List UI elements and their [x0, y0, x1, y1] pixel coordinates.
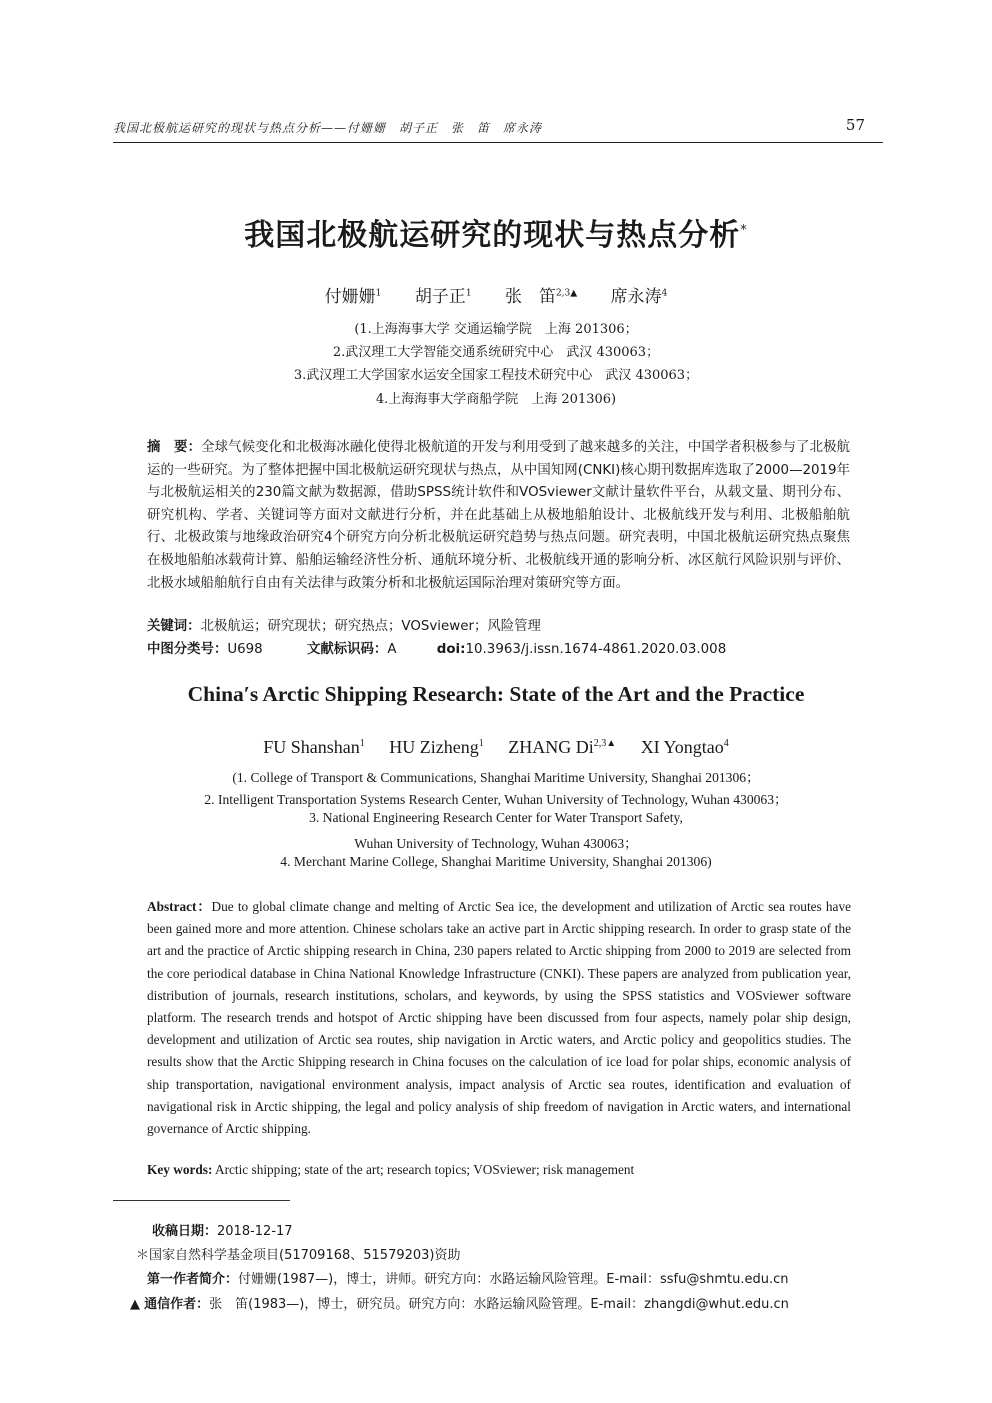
- cn-abstract-text: 全球气候变化和北极海冰融化使得北极航道的开发与利用受到了越来越多的关注，中国学者积极参与了北极航运的一些研究。为了整体把握中国北极航运研究现状与热点，从中国知网(CNKI)核心期刊数据库选取了2000—2019年与北极航运相关的230篇文献为数据源，借助SPSS统计软件和VOSviewer文献计量软件平台，从载文量、期刊分布、研究机构、学者、关键词等方面对文献进行分析，并在此基础上从极地船舶设计、北极航线开发与利用、北极船舶航行、北极政策与地缘政治研究4个研究方向分析北极航运研究趋势与热点问题。研究表明，中国北极航运研究热点聚焦在极地船舶冰载荷计算、船舶运输经济性分析、通航环境分析、北极航线开通的影响分析、冰区航行风险识别与评价、北极水域船舶航行自由有关法律与政策分析和北极航运国际治理对策研究等方面。: [147, 440, 851, 591]
- en-authors: [0, 737, 992, 758]
- en-author: [508, 737, 616, 757]
- en-author-name: HU Zizheng: [389, 737, 479, 757]
- corr-text: 张 笛(1983—)，博士，研究员。研究方向：水路运输风险管理。E-mail：zhangdi@whut.edu.cn: [209, 1297, 789, 1312]
- cn-classification: [147, 638, 850, 657]
- cn-abstract: [147, 437, 850, 595]
- en-author: [389, 737, 483, 757]
- cn-keywords-label: 关键词：: [147, 619, 201, 634]
- en-abstract-text: Due to global climate change and melting of Arctic Sea ice, the development and utilization of Arctic sea routes have been gained more and more attention. Chinese scholars take an active part in Arctic shipping research. In order to grasp state of the art and the practice of Arctic shipping research in China, 230 papers related to Arctic shipping from 2000 to 2019 are selected from the core periodical database in China National Knowledge Infrastructure (CNKI). These papers are analyzed from publication year, distribution of journals, research institutions, scholars, and keywords, by using the SPSS statistics and VOSviewer software platform. The research trends and hotspot of Arctic shipping have been discussed from four aspects, namely polar ship design, development and utilization of Arctic sea routes, ship navigation in Arctic waters, and Arctic policy and geopolitics studies. The results show that the Arctic Shipping research in China focuses on the calculation of ice load for polar ships, economic analysis of ship transportation, navigational environment analysis, impact analysis of Arctic sea routes, identification and evaluation of navigational risk in Arctic shipping, the legal and policy analysis of ship freedom of navigation in Arctic waters, and international governance of Arctic shipping.: [147, 899, 852, 1137]
- cn-author-sup: 4: [661, 288, 668, 299]
- cn-author-name: 付姗姗: [324, 287, 376, 307]
- first-author-label: 第一作者简介：: [147, 1272, 239, 1287]
- fund-mark: ＊: [136, 1248, 150, 1263]
- cn-author-name: 席永涛: [610, 287, 662, 307]
- received-date: 2018-12-17: [217, 1224, 293, 1239]
- cn-keywords: [147, 615, 850, 634]
- en-keywords-label: Key words:: [147, 1162, 213, 1177]
- doc-code-label: 文献标识码：: [306, 642, 388, 657]
- en-affiliation: (1. College of Transport & Communications, Shanghai Maritime University, Shanghai 201306；: [232, 770, 760, 785]
- cn-author: [611, 287, 668, 307]
- cn-author: [415, 287, 472, 307]
- doi-label: doi:: [436, 642, 466, 657]
- en-author-sup: 1: [359, 738, 365, 749]
- clc-value: U698: [227, 642, 263, 657]
- received-label: 收稿日期：: [152, 1224, 218, 1239]
- fund-text: 国家自然科学基金项目(51709168、51579203)资助: [149, 1248, 461, 1263]
- running-header: [113, 116, 883, 143]
- page-number: 57: [845, 116, 865, 134]
- footnote-corresponding: [130, 1293, 789, 1312]
- running-title: 我国北极航运研究的现状与热点分析——付姗姗 胡子正 张 笛 席永涛: [113, 121, 543, 135]
- cn-authors: [0, 282, 992, 307]
- first-author-text: 付姗姗(1987—)，博士，讲师。研究方向：水路运输风险管理。E-mail：ssfu@shmtu.edu.cn: [238, 1272, 789, 1287]
- clc-label: 中图分类号：: [147, 642, 228, 657]
- cn-author-sup: 1: [375, 288, 382, 299]
- doc-code-value: A: [387, 642, 397, 657]
- footnote-divider: [113, 1200, 290, 1201]
- footnote-fund: [136, 1244, 461, 1263]
- cn-title-text: 我国北极航运研究的现状与热点分析: [244, 218, 741, 253]
- en-author-name: XI Yongtao: [640, 737, 724, 757]
- en-affiliation: 4. Merchant Marine College, Shanghai Maritime University, Shanghai 201306): [280, 854, 712, 869]
- en-author-name: ZHANG Di: [508, 737, 594, 757]
- en-affiliation: 3. National Engineering Research Center for Water Transport Safety,: [309, 810, 683, 825]
- triangle-icon: ▲: [130, 1297, 140, 1312]
- cn-affiliation: 3.武汉理工大学国家水运安全国家工程技术研究中心 武汉 430063；: [293, 368, 699, 383]
- en-author-sup: 1: [478, 738, 484, 749]
- en-affiliation: 2. Intelligent Transportation Systems Research Center, Wuhan University of Technology, Wuhan 430063；: [204, 792, 788, 807]
- en-abstract-label: Abstract：: [147, 899, 212, 914]
- en-title: China′s Arctic Shipping Research: State of the Art and the Practice: [187, 682, 805, 706]
- cn-author-sup: 1: [465, 288, 472, 299]
- en-keywords-text: Arctic shipping; state of the art; research topics; VOSviewer; risk management: [214, 1162, 635, 1177]
- en-affiliation: Wuhan University of Technology, Wuhan 430063；: [354, 836, 638, 851]
- cn-author: [325, 287, 382, 307]
- en-author: [641, 737, 729, 757]
- en-author-sup: 4: [723, 738, 729, 749]
- en-keywords: [147, 1162, 851, 1178]
- cn-author-name: 张 笛: [504, 287, 556, 307]
- cn-abstract-label: 摘 要：: [147, 440, 202, 455]
- title-footnote-mark: *: [740, 223, 748, 238]
- en-abstract: [147, 896, 851, 1140]
- cn-affiliation: 4.上海海事大学商船学院 上海 201306): [375, 392, 617, 407]
- cn-author: [505, 287, 577, 307]
- cn-affiliation: (1.上海海事大学 交通运输学院 上海 201306；: [354, 322, 638, 337]
- doi-value: 10.3963/j.issn.1674-4861.2020.03.008: [465, 642, 727, 657]
- en-author: [263, 737, 365, 757]
- cn-author-name: 胡子正: [414, 287, 466, 307]
- en-author-name: FU Shanshan: [263, 737, 360, 757]
- cn-title: [0, 210, 992, 254]
- footnote-received: [152, 1220, 293, 1239]
- cn-author-sup: 2,3▲: [555, 288, 578, 299]
- footnote-first-author: [147, 1268, 789, 1287]
- en-author-sup: 2,3▲: [593, 738, 617, 749]
- cn-affiliation: 2.武汉理工大学智能交通系统研究中心 武汉 430063；: [332, 345, 660, 360]
- corr-label: 通信作者：: [144, 1297, 210, 1312]
- cn-keywords-text: 北极航运；研究现状；研究热点；VOSviewer；风险管理: [200, 619, 541, 634]
